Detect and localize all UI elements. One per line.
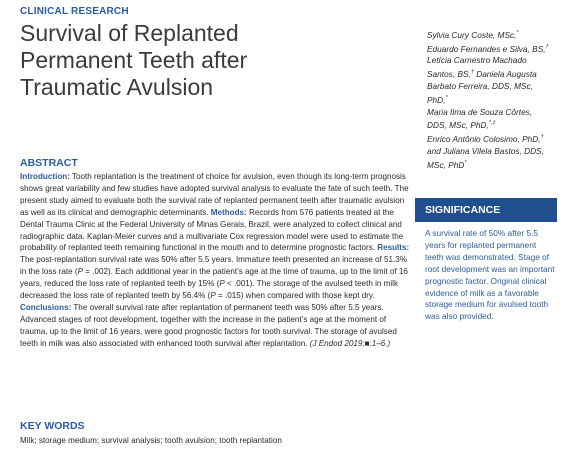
- affiliation-mark: *: [445, 94, 448, 101]
- conclusions-label: Conclusions:: [20, 302, 72, 312]
- p-value-symbol: P: [77, 267, 83, 277]
- intro-text: Tooth replantation is the treatment of choice for avulsion, even though its long-term prognosis shows great variability and few studies have adopted survival analysis to evaluate the fate of such teeth. The present study aimed to evaluate both the survival rate of replanted permanent teeth after traumatic avulsion as well as its clinical and demographic determinants.: [20, 172, 409, 217]
- author-text: Eduardo Fernandes e Silva, BS,: [427, 43, 546, 54]
- results-text: = .002). Each additional year in the patient’s age at the time of trauma, up to the limit of 16 years, reduced the loss rate of replanted teeth by 15% (: [20, 267, 408, 289]
- author-text: and Juliana Vilela Bastos, DDS,: [427, 145, 544, 156]
- significance-heading: SIGNIFICANCE: [415, 198, 557, 222]
- abstract-heading: ABSTRACT: [20, 157, 78, 169]
- author-text: DDS, MSc, PhD,: [427, 120, 489, 131]
- results-text: < .001). The storage of the avulsed teeth in milk decreased the loss rate of replanted teeth by 56.4% (: [20, 279, 399, 301]
- article-title: [20, 20, 416, 101]
- methods-text: Records from 576 patients treated at the Dental Trauma Clinic at the Federal University of Minas Gerais, Brazil, were analyzed to collect clinical and radiographic data. Kaplan-Meier curves and a multivariate Cox regression model were used to estimate the probability of replanted teeth remaining functional in the mouth and to determine prognostic factors.: [20, 207, 404, 253]
- author-text: Daniela Augusta: [473, 69, 537, 80]
- results-text: The post-replantation survival rate was 50% after 5.5 years. Immature teeth presented an increase of 51.3% in the loss rate (: [20, 255, 407, 277]
- keywords-heading: KEY WORDS: [20, 420, 85, 432]
- significance-text: A survival rate of 50% after 5.5 years for replanted permanent teeth was demonstrated. Stage of root development was an important prognostic factor. Original clinical evidence of milk as a favorable storage medium for avulsed tooth was also provided.: [425, 228, 555, 322]
- author-text: PhD,: [427, 94, 446, 105]
- article-header: [20, 6, 416, 101]
- p-value-symbol: P: [219, 279, 225, 289]
- affiliation-mark: †: [545, 43, 549, 50]
- abstract-body: [20, 171, 410, 350]
- results-label: Results:: [377, 243, 410, 253]
- conclusions-text: The overall survival rate after replantation of permanent teeth was 50% after 5.5 years. Advanced stages of root development, together with the increase in the patient’s age at the moment of trauma, up to the limit of 16 years, were good prognostic factors for tooth survival. The storage of avulsed teeth in milk was also associated with enhanced tooth survival after replantation.: [20, 302, 397, 348]
- author-text: MSc, PhD: [427, 159, 465, 170]
- author-text: Barbato Ferreira, DDS, MSc,: [427, 80, 534, 91]
- title-line: Survival of Replanted: [20, 20, 239, 46]
- affiliation-mark: *: [516, 30, 519, 36]
- results-text: = .015) when compared with those kept dry.: [215, 291, 375, 301]
- methods-label: Methods:: [210, 207, 247, 217]
- affiliation-mark: †: [470, 69, 474, 76]
- author-text: Santos, BS,: [427, 69, 471, 80]
- author-list: [427, 28, 562, 171]
- author-text: Maria Ilma de Souza Côrtes,: [427, 106, 533, 117]
- author-text: Enrico Antônio Colosimo, PhD,: [427, 133, 541, 144]
- affiliation-mark: *: [464, 159, 467, 166]
- title-line: Traumatic Avulsion: [20, 74, 214, 100]
- citation: (J Endod 2019;■:1–6.): [309, 338, 391, 348]
- author-text: Letícia Carnestro Machado: [427, 55, 527, 66]
- p-value-symbol: P: [210, 291, 216, 301]
- keywords-list: Milk; storage medium; survival analysis; tooth avulsion; tooth replantation: [20, 436, 282, 445]
- title-line: Permanent Teeth after: [20, 47, 248, 73]
- affiliation-mark: †: [540, 134, 544, 141]
- intro-label: Introduction:: [20, 172, 70, 181]
- author-text: Sylvia Cury Coste, MSc,: [427, 29, 517, 40]
- affiliation-mark: *,‡: [488, 120, 496, 127]
- section-label: CLINICAL RESEARCH: [20, 6, 129, 17]
